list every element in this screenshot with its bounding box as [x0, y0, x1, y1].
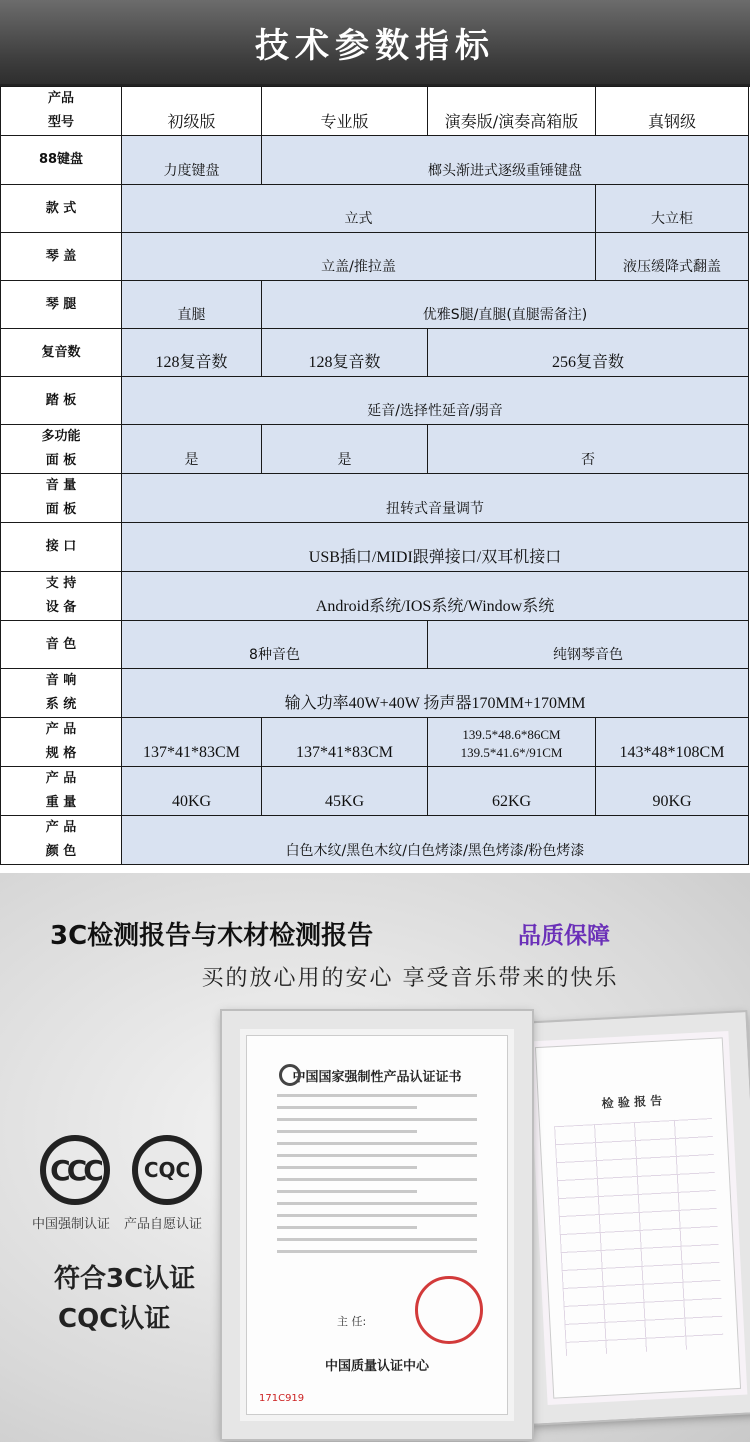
wood-report-title: 检 验 报 告: [601, 1093, 663, 1111]
certificate-title: 中国国家强制性产品认证证书: [292, 1070, 462, 1085]
lid-hydraulic: 液压缓降式翻盖: [596, 233, 749, 281]
text-line: [277, 1238, 477, 1241]
text-line: [277, 1130, 417, 1133]
text-line: [277, 1190, 417, 1193]
text-line: [277, 1250, 477, 1253]
table-row: [1, 572, 749, 621]
table-row: [1, 767, 749, 816]
certification-section: [0, 873, 750, 1442]
row-label-lid: 琴 盖: [1, 233, 122, 281]
text-line: [277, 1142, 477, 1145]
table-row: [1, 669, 749, 718]
polyphony-high: 256复音数: [428, 329, 749, 377]
panel-basic: 是: [122, 425, 262, 474]
ccc-caption: 中国强制认证: [32, 1217, 111, 1232]
row-label-keyboard: 88键盘: [1, 136, 122, 185]
weight-pro: 45KG: [262, 767, 428, 816]
model-steel: 真钢级: [596, 87, 749, 136]
certificate-code: 171C919: [259, 1393, 305, 1404]
size-basic: 137*41*83CM: [122, 718, 262, 767]
row-label-style: 款 式: [1, 185, 122, 233]
row-label-devices: 支 持 设 备: [1, 572, 122, 621]
claim-3c: 符合3C认证: [54, 1264, 196, 1294]
wood-report-document: [535, 1037, 741, 1398]
table-row: [1, 136, 749, 185]
ccc-mark-icon: [279, 1064, 301, 1086]
tones-basic: 8种音色: [122, 621, 428, 669]
table-row: [1, 816, 749, 865]
row-label-volume: 音 量 面 板: [1, 474, 122, 523]
lid-standard: 立盖/推拉盖: [122, 233, 596, 281]
row-label-panel: 多功能 面 板: [1, 425, 122, 474]
page-title: 技术参数指标: [255, 25, 495, 66]
table-row: [1, 329, 749, 377]
text-line: [277, 1118, 477, 1121]
polyphony-basic: 128复音数: [122, 329, 262, 377]
claim-cqc: CQC认证: [58, 1304, 171, 1334]
quality-badge: 品质保障: [518, 923, 610, 949]
text-line: [277, 1202, 477, 1205]
row-label-tones: 音 色: [1, 621, 122, 669]
spec-table: [0, 86, 749, 865]
model-pro: 专业版: [262, 87, 428, 136]
certificate-issuer: 中国质量认证中心: [324, 1359, 429, 1374]
text-line: [277, 1094, 477, 1097]
style-upright: 立式: [122, 185, 596, 233]
color-value: 白色木纹/黑色木纹/白色烤漆/黑色烤漆/粉色烤漆: [122, 816, 749, 865]
cert-title: 3C检测报告与木材检测报告: [50, 921, 374, 951]
style-tall: 大立柜: [596, 185, 749, 233]
tones-high: 纯钢琴音色: [428, 621, 749, 669]
3c-certificate-frame: [222, 1011, 532, 1439]
wood-report-frame: [510, 1012, 750, 1424]
text-line: [277, 1154, 477, 1157]
cqc-logo-icon: CQC: [132, 1135, 202, 1205]
table-row: [1, 377, 749, 425]
sound-value: 输入功率40W+40W 扬声器170MM+170MM: [122, 669, 749, 718]
model-performance: 演奏版/演奏高箱版: [428, 87, 596, 136]
model-basic: 初级版: [122, 87, 262, 136]
volume-value: 扭转式音量调节: [122, 474, 749, 523]
row-label-color: 产 品 颜 色: [1, 816, 122, 865]
table-row: [1, 185, 749, 233]
row-label-ports: 接 口: [1, 523, 122, 572]
table-row: [1, 621, 749, 669]
pedals-value: 延音/选择性延音/弱音: [122, 377, 749, 425]
cert-slogan: 买的放心用的安心 享受音乐带来的快乐: [201, 966, 619, 991]
size-performance: 139.5*48.6*86CM 139.5*41.6*/91CM: [428, 718, 596, 767]
table-row: [1, 523, 749, 572]
polyphony-pro: 128复音数: [262, 329, 428, 377]
table-row: [1, 425, 749, 474]
size-steel: 143*48*108CM: [596, 718, 749, 767]
weight-performance: 62KG: [428, 767, 596, 816]
text-line: [277, 1214, 477, 1217]
panel-pro: 是: [262, 425, 428, 474]
keyboard-basic: 力度键盘: [122, 136, 262, 185]
cqc-caption: 产品自愿认证: [124, 1217, 203, 1232]
page-header: [0, 0, 750, 84]
keyboard-others: 榔头渐进式逐级重锤键盘: [262, 136, 749, 185]
row-label-legs: 琴 腿: [1, 281, 122, 329]
red-seal-icon: [415, 1276, 483, 1344]
row-label-size: 产 品 规 格: [1, 718, 122, 767]
row-label-weight: 产 品 重 量: [1, 767, 122, 816]
text-line: [277, 1226, 417, 1229]
legs-others: 优雅S腿/直腿(直腿需备注): [262, 281, 749, 329]
size-pro: 137*41*83CM: [262, 718, 428, 767]
ccc-logo-icon: CCC: [40, 1135, 110, 1205]
table-row: [1, 281, 749, 329]
table-row: [1, 474, 749, 523]
table-row: [1, 87, 749, 136]
model-label: 产品 型号: [1, 87, 122, 136]
row-label-pedals: 踏 板: [1, 377, 122, 425]
3c-certificate-document: [246, 1035, 508, 1415]
ports-value: USB插口/MIDI跟弹接口/双耳机接口: [122, 523, 749, 572]
row-label-polyphony: 复音数: [1, 329, 122, 377]
row-label-sound: 音 响 系 统: [1, 669, 122, 718]
weight-steel: 90KG: [596, 767, 749, 816]
table-row: [1, 718, 749, 767]
devices-value: Android系统/IOS系统/Window系统: [122, 572, 749, 621]
text-line: [277, 1106, 417, 1109]
weight-basic: 40KG: [122, 767, 262, 816]
text-line: [277, 1166, 417, 1169]
table-row: [1, 233, 749, 281]
legs-basic: 直腿: [122, 281, 262, 329]
report-grid: [554, 1118, 724, 1356]
panel-high: 否: [428, 425, 749, 474]
signature-label: 主 任:: [337, 1315, 367, 1328]
text-line: [277, 1178, 477, 1181]
